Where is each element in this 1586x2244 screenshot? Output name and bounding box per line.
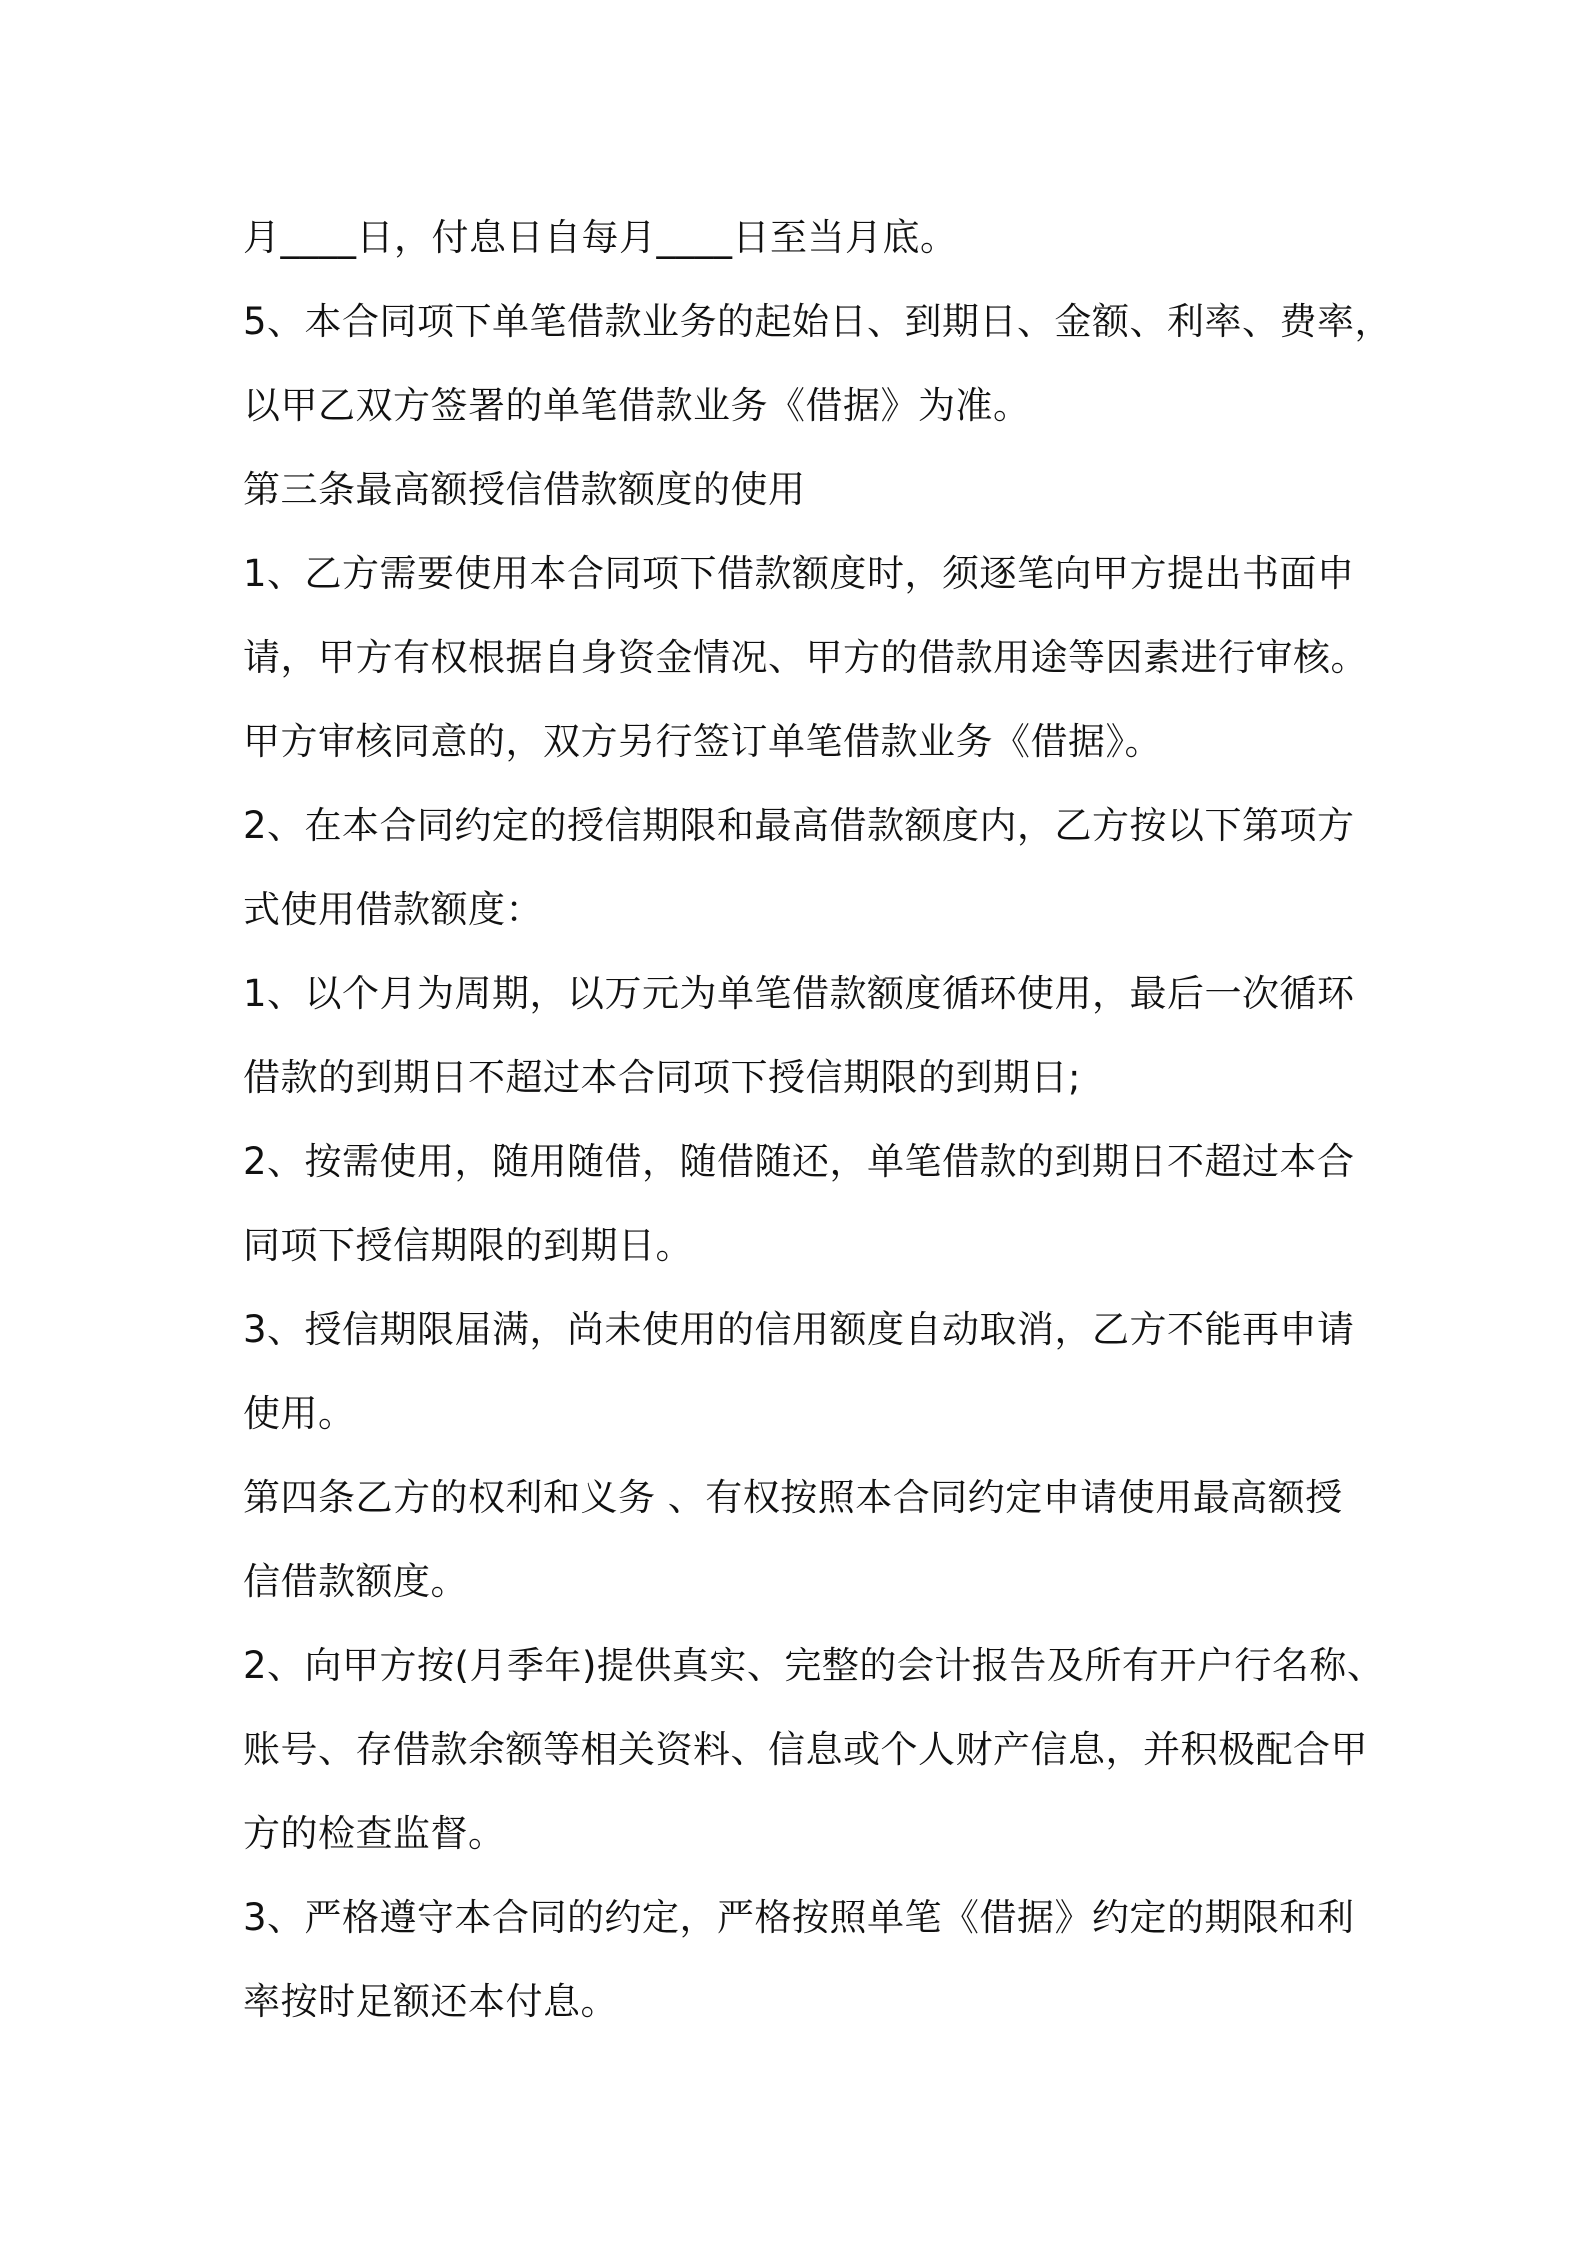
text-line: 使用。 <box>243 1392 356 1435</box>
text-line: 以甲乙双方签署的单笔借款业务《借据》为准。 <box>243 384 1031 427</box>
text-line: 3、授信期限届满，尚未使用的信用额度自动取消，乙方不能再申请 <box>243 1308 1355 1351</box>
text-line: 借款的到期日不超过本合同项下授信期限的到期日; <box>243 1056 1081 1099</box>
text-line: 同项下授信期限的到期日。 <box>243 1224 693 1267</box>
text-line: 账号、存借款余额等相关资料、信息或个人财产信息，并积极配合甲 <box>243 1728 1368 1771</box>
text-line: 甲方审核同意的，双方另行签订单笔借款业务《借据》。 <box>243 720 1162 763</box>
text-line: 式使用借款额度： <box>243 888 543 931</box>
text-line: 1、乙方需要使用本合同项下借款额度时，须逐笔向甲方提出书面申 <box>243 552 1355 595</box>
text-line: 1、以个月为周期，以万元为单笔借款额度循环使用，最后一次循环 <box>243 972 1355 1015</box>
section-heading: 第四条乙方的权利和义务 、有权按照本合同约定申请使用最高额授 <box>243 1476 1343 1519</box>
text-line: 请，甲方有权根据自身资金情况、甲方的借款用途等因素进行审核。 <box>243 636 1368 679</box>
text-line: 2、向甲方按(月季年)提供真实、完整的会计报告及所有开户行名称、 <box>243 1644 1385 1687</box>
text-line: 3、严格遵守本合同的约定，严格按照单笔《借据》约定的期限和利 <box>243 1896 1355 1939</box>
text-line: 2、在本合同约定的授信期限和最高借款额度内，乙方按以下第项方 <box>243 804 1355 847</box>
document-body <box>243 196 1393 2044</box>
text-line: 5、本合同项下单笔借款业务的起始日、到期日、金额、利率、费率， <box>243 300 1393 343</box>
text-line: 率按时足额还本付息。 <box>243 1980 618 2023</box>
text-line: 2、按需使用，随用随借，随借随还，单笔借款的到期日不超过本合 <box>243 1140 1355 1183</box>
text-line: 信借款额度。 <box>243 1560 468 1603</box>
text-line: 月____日，付息日自每月____日至当月底。 <box>243 216 958 259</box>
text-line: 方的检查监督。 <box>243 1812 506 1855</box>
section-heading: 第三条最高额授信借款额度的使用 <box>243 468 806 511</box>
